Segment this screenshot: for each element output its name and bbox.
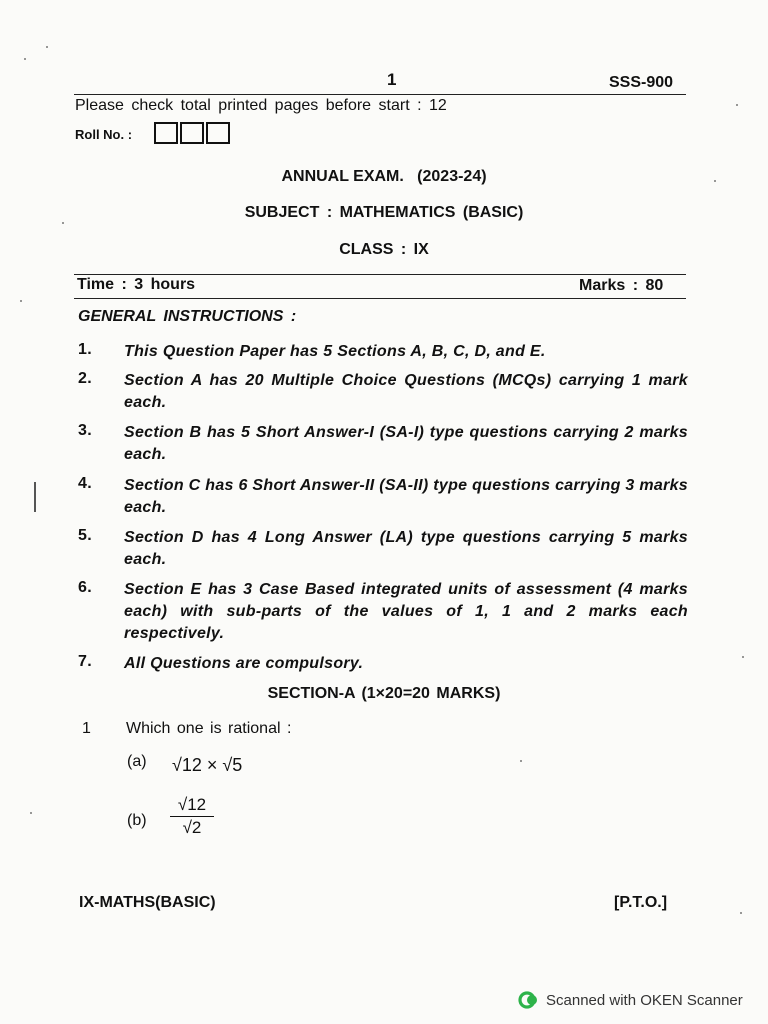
exam-class: CLASS : IX bbox=[339, 241, 429, 258]
scanner-watermark bbox=[518, 990, 743, 1010]
instruction-text: Section C has 6 Short Answer-II (SA-II) type questions carrying 3 marks each. bbox=[124, 477, 688, 516]
instruction-text: Section E has 3 Case Based integrated units of assessment (4 marks each) with sub-parts of the values of 1, 1 and 2 marks each respectively. bbox=[124, 581, 688, 642]
scanner-label: Scanned with OKEN Scanner bbox=[546, 991, 743, 1009]
option-b-fraction bbox=[170, 795, 214, 838]
page-number: 1 bbox=[387, 70, 397, 89]
instruction-number: 6. bbox=[78, 579, 92, 596]
scan-speck bbox=[46, 46, 48, 48]
scan-speck bbox=[24, 58, 26, 60]
scan-speck bbox=[30, 812, 32, 814]
instructions-heading: GENERAL INSTRUCTIONS : bbox=[78, 308, 297, 325]
scan-speck bbox=[62, 222, 64, 224]
footer-subject-code: IX-MATHS(BASIC) bbox=[79, 894, 216, 911]
roll-no-box-3[interactable] bbox=[206, 122, 230, 144]
instruction-number: 1. bbox=[78, 341, 92, 358]
instruction-text: All Questions are compulsory. bbox=[124, 655, 364, 672]
paper-code: SSS-900 bbox=[609, 74, 674, 91]
header-rule bbox=[74, 94, 686, 95]
section-a-heading: SECTION-A (1×20=20 MARKS) bbox=[267, 685, 501, 702]
question-text: Which one is rational : bbox=[126, 720, 292, 737]
scan-speck bbox=[520, 760, 522, 762]
scan-speck bbox=[714, 180, 716, 182]
instruction-number: 7. bbox=[78, 653, 92, 670]
instruction-text: Section D has 4 Long Answer (LA) type questions carrying 5 marks each. bbox=[124, 529, 688, 568]
instruction-number: 4. bbox=[78, 475, 92, 492]
footer-pto: [P.T.O.] bbox=[614, 894, 668, 911]
instruction-text: Section A has 20 Multiple Choice Questions (MCQs) carrying 1 mark each. bbox=[124, 372, 688, 411]
oken-scanner-logo-icon bbox=[518, 990, 540, 1010]
meta-bottom-rule bbox=[74, 298, 686, 299]
fraction-numerator: √12 bbox=[177, 795, 207, 814]
instruction-text: This Question Paper has 5 Sections A, B, C, D, and E. bbox=[124, 343, 546, 360]
exam-subject: SUBJECT : MATHEMATICS (BASIC) bbox=[244, 204, 524, 221]
instruction-number: 3. bbox=[78, 422, 92, 439]
option-a-label: (a) bbox=[127, 753, 147, 770]
option-a-expression: √12 × √5 bbox=[172, 755, 243, 775]
roll-no-box-1[interactable] bbox=[154, 122, 178, 144]
meta-top-rule bbox=[74, 274, 686, 275]
scan-speck bbox=[742, 656, 744, 658]
roll-no-box-2[interactable] bbox=[180, 122, 204, 144]
roll-no-label: Roll No. : bbox=[75, 127, 133, 142]
instruction-number: 2. bbox=[78, 370, 92, 387]
option-b-label: (b) bbox=[127, 812, 147, 829]
fraction-denominator: √2 bbox=[182, 818, 202, 837]
exam-title: ANNUAL EXAM. (2023-24) bbox=[281, 168, 487, 185]
total-marks: Marks : 80 bbox=[579, 277, 664, 294]
time-allowed: Time : 3 hours bbox=[77, 276, 196, 293]
fraction-bar bbox=[170, 816, 214, 817]
scan-speck bbox=[736, 104, 738, 106]
check-pages-note: Please check total printed pages before start : 12 bbox=[75, 97, 447, 114]
question-number: 1 bbox=[82, 720, 91, 737]
instruction-text: Section B has 5 Short Answer-I (SA-I) type questions carrying 2 marks each. bbox=[124, 424, 688, 463]
scan-speck bbox=[20, 300, 22, 302]
scan-speck bbox=[740, 912, 742, 914]
scan-mark bbox=[34, 482, 36, 512]
instruction-number: 5. bbox=[78, 527, 92, 544]
